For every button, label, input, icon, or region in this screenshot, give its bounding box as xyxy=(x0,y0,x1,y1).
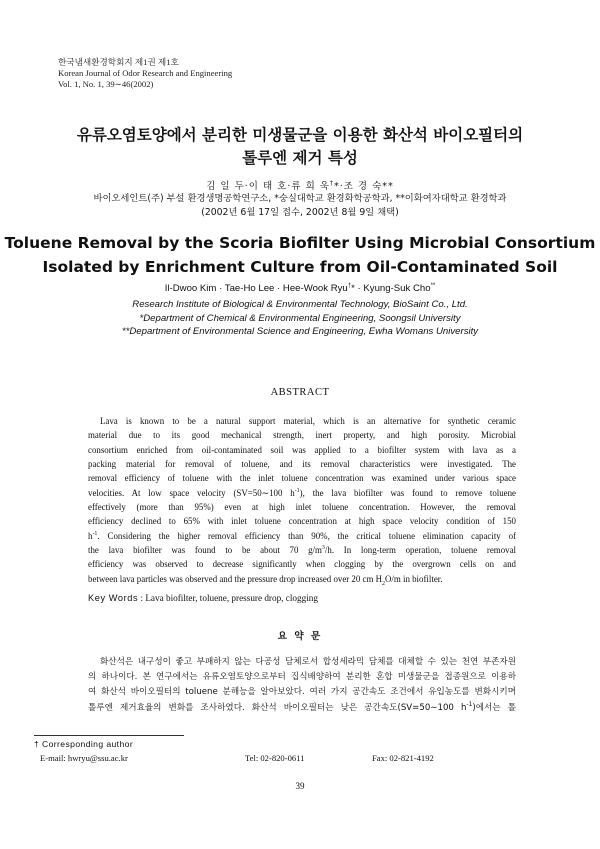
footnote-email: E-mail: hwryu@ssu.ac.kr xyxy=(40,753,128,763)
korean-summary-text: 톨루엔 제거효율의 변화를 조사하였다. 화산석 바이오필터는 낮은 공간속도(SV=50∼100 h xyxy=(88,702,467,713)
english-authors-rest: · Kyung-Suk Cho xyxy=(354,283,431,294)
korean-authors xyxy=(0,178,600,192)
corresponding-author-note: † Corresponding author xyxy=(34,739,134,749)
english-star: * xyxy=(351,283,355,294)
journal-english-name: Korean Journal of Odor Research and Engineering xyxy=(58,68,233,78)
korean-stars2: ** xyxy=(382,181,394,192)
abstract-line: packing material for removal of toluene, and its removal characteristics were investigated. The xyxy=(88,459,516,470)
korean-star: * xyxy=(333,181,340,192)
keywords-label: Key Words xyxy=(88,593,139,603)
korean-summary-line: 여 화산석 바이오필터의 toluene 분해능을 알아보았다. 여러 가지 공간속도 조건에서 유입농도를 변화시키며 xyxy=(88,687,516,698)
korean-title-line1: 유류오염토양에서 분리한 미생물군을 이용한 화산석 바이오필터의 xyxy=(76,126,524,144)
english-title-line2: Isolated by Enrichment Culture from Oil-Contaminated Soil xyxy=(42,258,558,276)
english-authors-text: Il-Dwoo Kim · Tae-Ho Lee · Hee-Wook Ryu xyxy=(164,283,348,294)
footnote-tel: Tel: 02-820-0611 xyxy=(245,753,305,763)
abstract-line xyxy=(88,486,516,500)
abstract-line xyxy=(88,572,516,586)
korean-summary-heading: 요 약 문 xyxy=(277,631,323,642)
abstract-text: between lava particles was observed and the pressure drop increased over 20 cm H xyxy=(88,573,382,584)
superscript: -1 xyxy=(294,487,300,494)
english-affiliation-line2: *Department of Chemical & Environmental Engineering, Soongsil University xyxy=(139,312,461,324)
abstract-text: ), the lava biofilter was found to remove toluene xyxy=(299,487,516,498)
footnote-fax: Fax: 02-821-4192 xyxy=(372,753,434,763)
korean-summary-line: 의 하나이다. 본 연구에서는 유류오염토양으로부터 집식배양하여 분리한 혼합 미생물군을 접종원으로 이용하 xyxy=(88,672,516,683)
abstract-text: the lava biofilter was found to be about 70 g/m xyxy=(88,545,322,556)
korean-affiliations xyxy=(0,192,600,220)
journal-volume: Vol. 1, No. 1, 39∼46(2002) xyxy=(58,79,154,89)
abstract-line: efficiency declined to 65% with inlet toluene concentration at high space velocity condition of 150 xyxy=(88,516,516,527)
abstract-text: h xyxy=(88,530,93,541)
english-affiliation-line1: Research Institute of Biological & Environmental Technology, BioSaint Co., Ltd. xyxy=(132,299,468,310)
superscript: 3 xyxy=(321,545,325,552)
english-stars2: ** xyxy=(430,282,436,289)
korean-summary-body xyxy=(88,655,516,716)
korean-summary-line: 화산석은 내구성이 좋고 부패하지 않는 다공성 담체로서 합성세라믹 담체를 대체할 수 있는 천연 부존자원 xyxy=(100,657,516,667)
superscript: -1 xyxy=(466,700,473,708)
subscript: 2 xyxy=(382,580,385,587)
journal-header xyxy=(58,57,232,90)
abstract-text: O/m in biofilter. xyxy=(385,573,443,584)
english-affiliation-line3: **Department of Environmental Science and Engineering, Ewha Womans University xyxy=(121,326,479,337)
keywords-text: : Lava biofilter, toluene, pressure drop, clogging xyxy=(138,593,318,603)
abstract-line: efficiency was observed to decrease significantly when clogging by the overgrown cells on and xyxy=(88,559,516,570)
abstract-line: removal efficiency of toluene with the inlet toluene concentration was examined under various space xyxy=(88,473,516,484)
korean-affiliation-line1: 바이오세인트(주) 부설 환경생명공학연구소, *숭실대학교 환경화학공학과, **이화여자대학교 환경학과 xyxy=(93,193,507,204)
korean-summary-line xyxy=(88,701,516,716)
english-dagger: † xyxy=(347,282,352,289)
footnote-divider xyxy=(34,735,184,736)
korean-dagger: † xyxy=(329,179,334,187)
page-number: 39 xyxy=(295,781,305,791)
abstract-line: Lava is known to be a natural support material, which is an alternative for synthetic ceramic xyxy=(100,416,516,426)
korean-authors-rest: ·조 경 숙 xyxy=(339,181,383,192)
journal-korean-name: 한국냄새환경학회지 제1권 제1호 xyxy=(58,57,179,67)
korean-title-line2: 톨루엔 제거 특성 xyxy=(242,149,358,167)
abstract-body xyxy=(88,414,516,586)
english-authors xyxy=(0,283,600,294)
korean-authors-text: 김 일 두·이 태 호·류 희 욱 xyxy=(206,181,330,192)
abstract-text: /h. In long-term operation, toluene removal xyxy=(324,545,516,556)
english-title-line1: Toluene Removal by the Scoria Biofilter Using Microbial Consortium xyxy=(4,234,596,252)
abstract-line xyxy=(88,529,516,543)
abstract-line xyxy=(88,543,516,557)
english-affiliations xyxy=(0,298,600,339)
superscript: -1 xyxy=(92,530,98,537)
abstract-heading: ABSTRACT xyxy=(270,387,330,398)
abstract-line: material due to its good mechanical strength, inert property, and high porosity. Microbial xyxy=(88,430,516,441)
keywords xyxy=(88,593,318,603)
abstract-line: effectively (more than 95%) even at high inlet toluene concentration. However, the removal xyxy=(88,502,516,513)
korean-title xyxy=(0,124,600,170)
abstract-line: consortium enriched from oil-contaminated soil was applied to a biofilter system with lava as a xyxy=(88,444,516,455)
korean-summary-text: )에서는 톨 xyxy=(472,702,517,713)
abstract-text: . Considering the higher removal efficiency than 90%, the critical toluene elimination capacity of xyxy=(97,530,516,541)
abstract-text: velocities. At low space velocity (SV=50∼100 h xyxy=(88,487,295,498)
korean-affiliation-line2: (2002년 6월 17일 접수, 2002년 8월 9일 채택) xyxy=(201,207,399,218)
english-title xyxy=(0,231,600,279)
